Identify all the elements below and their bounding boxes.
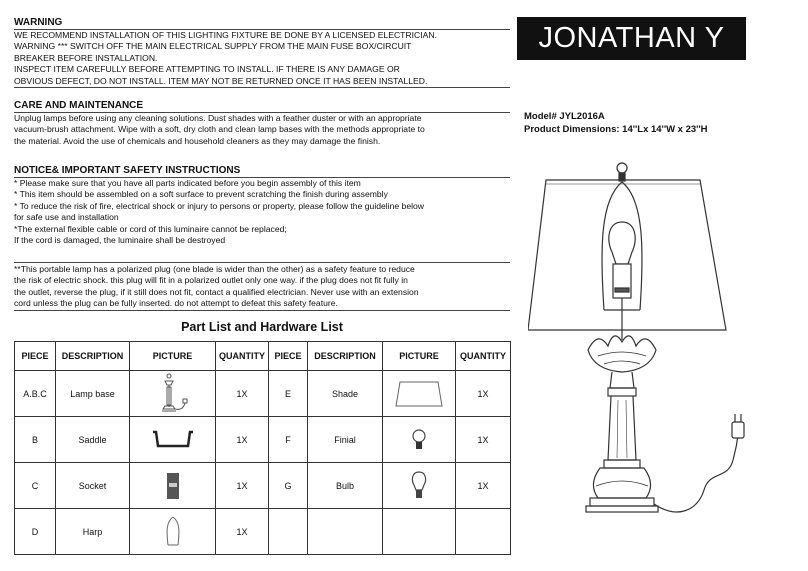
notice-line: * This item should be assembled on a soft surface to prevent scratching the finish during assembly bbox=[14, 189, 388, 200]
picture-cell bbox=[130, 417, 216, 463]
description-cell: Shade bbox=[308, 371, 383, 417]
piece-cell: D bbox=[15, 509, 56, 555]
table-lamp-icon bbox=[528, 160, 768, 535]
model-number: Model# JYL2016A bbox=[524, 111, 605, 122]
quantity-cell: 1X bbox=[216, 463, 269, 509]
piece-cell: G bbox=[269, 463, 308, 509]
column-header: DESCRIPTION bbox=[308, 342, 383, 371]
product-dimensions: Product Dimensions: 14''Lx 14''W x 23''H bbox=[524, 124, 708, 135]
notice-line: * To reduce the risk of fire, electrical shock or injury to persons or property, please follow the guideline below bbox=[14, 200, 425, 211]
warning-line: OBVIOUS DEFECT, DO NOT INSTALL. ITEM MAY NOT BE RETURNED ONCE IT HAS BEEN INSTALLED. bbox=[14, 76, 510, 88]
description-cell: Harp bbox=[56, 509, 130, 555]
lamp-base-icon bbox=[130, 373, 215, 415]
bulb-icon bbox=[383, 470, 455, 502]
polarized-line: the risk of electric shock. this plug will fit in a polarized outlet only one way. if the plug does not fit fully in bbox=[14, 275, 408, 286]
quantity-cell: 1X bbox=[216, 371, 269, 417]
shade-icon bbox=[383, 379, 455, 409]
saddle-icon bbox=[130, 426, 215, 454]
warning-section bbox=[14, 17, 510, 88]
polarized-line: **This portable lamp has a polarized plug (one blade is wider than the other) as a safety feature to reduce bbox=[14, 264, 415, 274]
column-header: QUANTITY bbox=[456, 342, 511, 371]
description-cell: Saddle bbox=[56, 417, 130, 463]
care-line: Unplug lamps before using any cleaning solutions. Dust shades with a feather duster or with an appropriate bbox=[14, 113, 422, 123]
column-header: PICTURE bbox=[130, 342, 216, 371]
quantity-cell bbox=[456, 509, 511, 555]
warning-line: INSPECT ITEM CAREFULLY BEFORE ATTEMPTING TO INSTALL. IF THERE IS ANY DAMAGE OR bbox=[14, 64, 400, 75]
warning-line: WARNING *** SWITCH OFF THE MAIN ELECTRICAL SUPPLY FROM THE MAIN FUSE BOX/CIRCUIT bbox=[14, 41, 412, 52]
description-cell: Lamp base bbox=[56, 371, 130, 417]
column-header: QUANTITY bbox=[216, 342, 269, 371]
piece-cell: C bbox=[15, 463, 56, 509]
care-section bbox=[14, 100, 510, 147]
notice-line: If the cord is damaged, the luminaire shall be destroyed bbox=[14, 235, 226, 246]
polarized-plug-section bbox=[14, 262, 510, 311]
quantity-cell: 1X bbox=[216, 417, 269, 463]
picture-cell bbox=[383, 371, 456, 417]
piece-cell: E bbox=[269, 371, 308, 417]
table-row bbox=[15, 371, 511, 417]
harp-icon bbox=[130, 515, 215, 549]
model-info bbox=[524, 110, 708, 136]
picture-cell bbox=[130, 509, 216, 555]
care-line: vacuum-brush attachment. Wipe with a soft, dry cloth and clean lamp bases with the methods appropriate to bbox=[14, 124, 425, 135]
table-row bbox=[15, 463, 511, 509]
parts-title: Part List and Hardware List bbox=[181, 320, 343, 334]
notice-section bbox=[14, 165, 510, 246]
notice-title: NOTICE& IMPORTANT SAFETY INSTRUCTIONS bbox=[14, 165, 510, 178]
care-title: CARE AND MAINTENANCE bbox=[14, 100, 510, 113]
quantity-cell: 1X bbox=[456, 417, 511, 463]
picture-cell bbox=[383, 417, 456, 463]
table-row bbox=[15, 417, 511, 463]
description-cell: Socket bbox=[56, 463, 130, 509]
socket-icon bbox=[130, 470, 215, 502]
quantity-cell: 1X bbox=[456, 371, 511, 417]
piece-cell bbox=[269, 509, 308, 555]
column-header: DESCRIPTION bbox=[56, 342, 130, 371]
piece-cell: A.B.C bbox=[15, 371, 56, 417]
care-line: the material. Avoid the use of chemicals and household cleaners as they may damage the finish. bbox=[14, 135, 381, 146]
brand-logo: JONATHAN Y bbox=[517, 17, 746, 60]
table-header-row bbox=[15, 342, 511, 371]
notice-line: * Please make sure that you have all parts indicated before you begin assembly of this item bbox=[14, 178, 361, 188]
parts-table bbox=[14, 341, 511, 555]
quantity-cell: 1X bbox=[216, 509, 269, 555]
notice-line: *The external flexible cable or cord of this luminaire cannot be replaced; bbox=[14, 223, 287, 234]
warning-title: WARNING bbox=[14, 17, 510, 30]
polarized-line: cord unless the plug can be fully inserted. do not attempt to defeat this safety feature. bbox=[14, 298, 338, 309]
quantity-cell: 1X bbox=[456, 463, 511, 509]
column-header: PIECE bbox=[269, 342, 308, 371]
piece-cell: F bbox=[269, 417, 308, 463]
description-cell bbox=[308, 509, 383, 555]
column-header: PICTURE bbox=[383, 342, 456, 371]
description-cell: Finial bbox=[308, 417, 383, 463]
description-cell: Bulb bbox=[308, 463, 383, 509]
picture-cell bbox=[383, 509, 456, 555]
table-row bbox=[15, 509, 511, 555]
notice-line: for safe use and installation bbox=[14, 212, 119, 223]
column-header: PIECE bbox=[15, 342, 56, 371]
polarized-line: the outlet, reverse the plug, if it still does not fit, contact a qualified electrician. Never use with an extension bbox=[14, 286, 419, 297]
finial-icon bbox=[383, 426, 455, 454]
warning-line: WE RECOMMEND INSTALLATION OF THIS LIGHTING FIXTURE BE DONE BY A LICENSED ELECTRICIAN. bbox=[14, 30, 437, 40]
piece-cell: B bbox=[15, 417, 56, 463]
picture-cell bbox=[383, 463, 456, 509]
picture-cell bbox=[130, 463, 216, 509]
warning-line: BREAKER BEFORE INSTALLATION. bbox=[14, 52, 158, 63]
picture-cell bbox=[130, 371, 216, 417]
